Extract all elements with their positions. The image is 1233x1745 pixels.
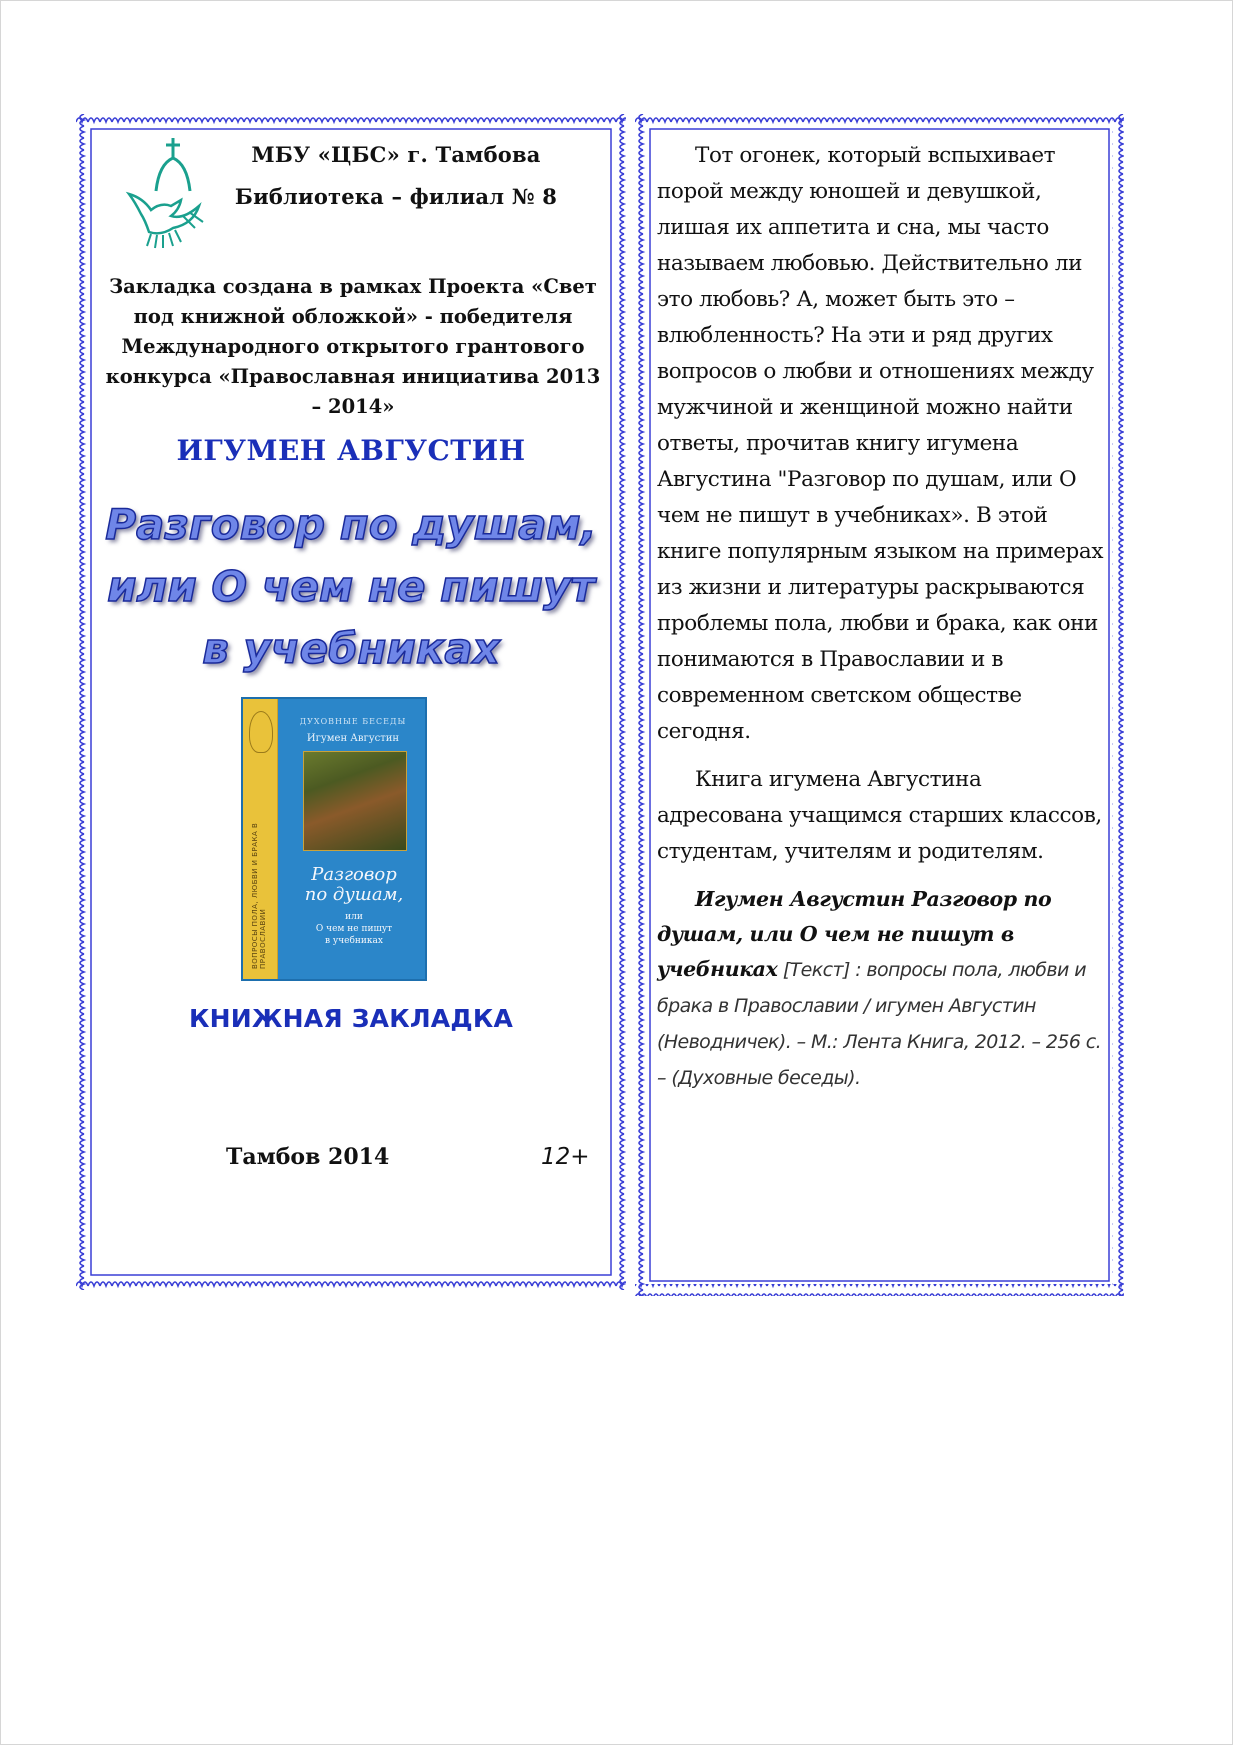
cover-series: ДУХОВНЫЕ БЕСЕДЫ: [299, 717, 407, 726]
book-title-line-3: в учебниках: [202, 624, 500, 673]
cover-title-line-1: Разговор: [311, 864, 397, 885]
library-branch-name: Библиотека – филиал № 8: [234, 184, 558, 209]
cover-icon-painting: [303, 751, 407, 851]
cover-subtitle-line-1: или: [345, 912, 363, 922]
bookmark-back-panel: [635, 114, 1124, 1296]
description-paragraph-1: Тот огонек, который вспыхивает порой между юношей и девушкой, лишая их аппетита и сна, мы часто называем любовью. Действительно ли это любовь? А, может быть это – влюбленность? На эти и ряд других вопросов о любви и отношениях между мужчиной и женщиной можно найти ответы, прочитав книгу игумена Августина "Разговор по душам, или О чем не пишут в учебниках». В этой книге популярным языком на примерах из жизни и литературы раскрываются проблемы пола, любви и брака, как они понимаются в Православии и в современном светском обществе сегодня.: [657, 143, 1104, 744]
cover-title: [281, 865, 427, 905]
description-paragraph-2: Книга игумена Августина адресована учащимся старших классов, студентам, учителям и родителям.: [657, 767, 1102, 864]
author-heading: ИГУМЕН АВГУСТИН: [176, 434, 526, 467]
cover-author: Игумен Августин: [306, 733, 400, 744]
bibliographic-reference: [657, 882, 1112, 1096]
book-title-line-1: Разговор по душам,: [105, 500, 597, 549]
spine-ornament-icon: [249, 711, 273, 753]
cover-subtitle-line-3: в учебниках: [325, 936, 383, 946]
bookmark-description: [657, 138, 1112, 1108]
cover-subtitle-line-2: О чем не пишут: [315, 924, 393, 934]
library-dove-logo: [121, 136, 221, 251]
cover-subtitle: [281, 911, 427, 947]
cover-spine-text: ВОПРОСЫ ПОЛА, ЛЮБВИ И БРАКА В ПРАВОСЛАВИИ: [251, 822, 267, 969]
cover-title-line-2: по душам,: [304, 884, 404, 905]
bookmark-front-panel: [76, 114, 626, 1290]
organization-name: МБУ «ЦБС» г. Тамбова: [251, 142, 541, 167]
book-cover-image: [241, 697, 427, 981]
book-title-wordart: [76, 494, 626, 680]
book-title-line-2: или О чем не пишут: [107, 562, 595, 611]
city-year: Тамбов 2014: [226, 1144, 390, 1170]
cover-spine: [243, 699, 278, 979]
biblio-title: Игумен Августин Разговор по душам, или О чем не пишут в учебниках: [657, 887, 1052, 981]
project-description: Закладка создана в рамках Проекта «Свет под книжной обложкой» - победителя Международного открытого грантового конкурса «Православная инициатива 2013 – 2014»: [105, 275, 601, 418]
bookmark-label: КНИЖНАЯ ЗАКЛАДКА: [188, 1004, 513, 1033]
biblio-details: [Текст] : вопросы пола, любви и брака в Православии / игумен Августин (Неводничек). – М.: Лента Книга, 2012. – 256 с. – (Духовные беседы).: [657, 959, 1102, 1089]
age-rating-badge: 12+: [541, 1144, 590, 1170]
